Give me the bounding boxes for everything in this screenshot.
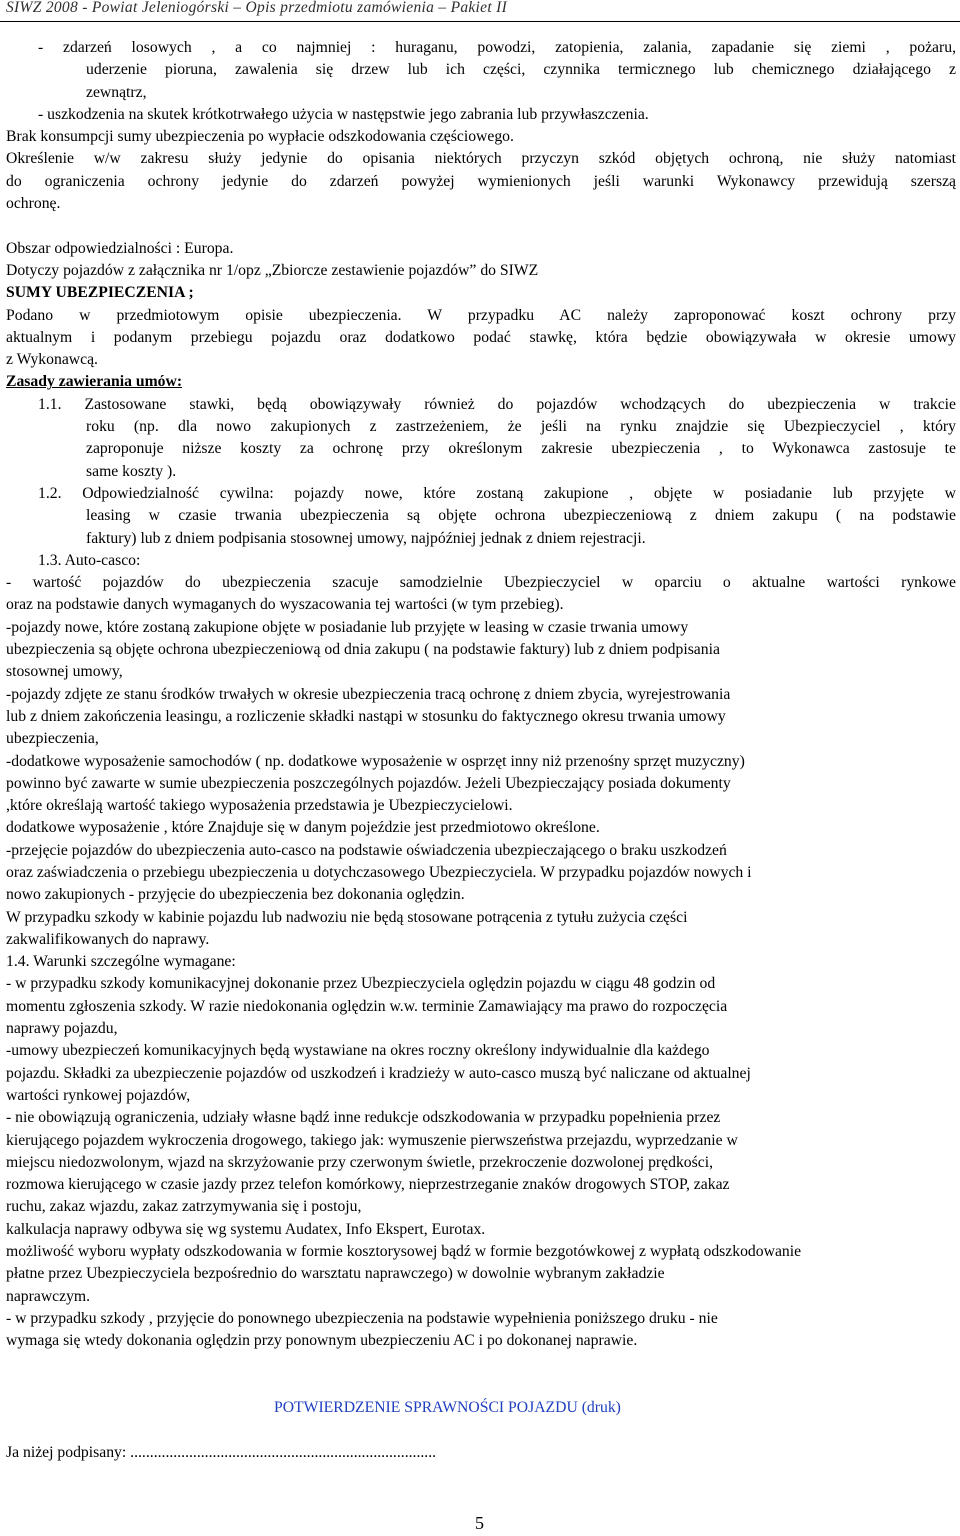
text-line: 1.1. Zastosowane stawki, będą obowiązywały również do pojazdów wchodzących do ubezpieczenia w trakcie xyxy=(38,395,956,413)
text-line: kierującego pojazdem wykroczenia drogowego, takiego jak: wymuszenie pierwszeństwa przejazdu, wyprzedzanie w xyxy=(6,1131,738,1149)
text-line: Podano w przedmiotowym opisie ubezpieczenia. W przypadku AC należy zaproponować koszt ochrony przy xyxy=(6,306,956,324)
text-line xyxy=(6,1375,956,1397)
text-line: 1.3. Auto-casco: xyxy=(38,551,141,569)
text-line: W przypadku szkody w kabinie pojazdu lub nadwoziu nie będą stosowane potrącenia z tytułu zużycia części xyxy=(6,908,688,926)
text-line: - uszkodzenia na skutek krótkotrwałego użycia w następstwie jego zabrania lub przywłaszczenia. xyxy=(38,105,649,123)
text-line: same koszty ). xyxy=(86,462,177,480)
text-line: Brak konsumpcji sumy ubezpieczenia po wypłacie odszkodowania częściowego. xyxy=(6,128,514,146)
text-line: SUMY UBEZPIECZENIA ; xyxy=(6,284,194,302)
text-line: - zdarzeń losowych , a co najmniej : huraganu, powodzi, zatopienia, zalania, zapadanie się ziemi , pożaru, xyxy=(38,39,956,56)
text-line: oraz zaświadczenia o przebiegu ubezpieczenia u dotychczasowego Ubezpieczyciela. W przypadku pojazdów nowych i xyxy=(6,863,752,881)
text-line: naprawy pojazdu, xyxy=(6,1020,118,1038)
text-line: powinno być zawarte w sumie ubezpieczenia poszczególnych pojazdów. Jeżeli Ubezpieczający posiada dokumenty xyxy=(6,774,731,792)
text-line: -umowy ubezpieczeń komunikacyjnych będą wystawiane na okres roczny określony indywidualnie dla każdego xyxy=(6,1042,710,1060)
text-line: faktury) lub z dniem podpisania stosownej umowy, najpóźniej jednak z dniem rejestracji. xyxy=(86,529,646,547)
text-line: zaproponuje niższe koszty za ochronę przy określonym zakresie ubezpieczenia , to Wykonawca zastosuje te xyxy=(86,440,956,458)
text-line: zewnątrz, xyxy=(86,83,147,101)
text-line: stosownej umowy, xyxy=(6,663,123,681)
text-line: naprawczym. xyxy=(6,1287,91,1305)
text-line: -przejęcie pojazdów do ubezpieczenia auto-casco na podstawie oświadczenia ubezpieczającego o braku uszkodzeń xyxy=(6,841,727,859)
text-line: - nie obowiązują ograniczenia, udziały własne bądź inne redukcje odszkodowania w przypadku popełnienia przez xyxy=(6,1109,721,1127)
document-body xyxy=(6,37,956,1464)
text-line: rozmowa kierującego w czasie jazdy przez telefon komórkowy, nieprzestrzeganie znaków drogowych STOP, zakaz xyxy=(6,1176,730,1194)
text-line: Określenie w/w zakresu służy jedynie do opisania niektórych przyczyn szkód objętych ochroną, nie służy natomiast xyxy=(6,150,956,168)
text-line: ochronę. xyxy=(6,195,61,213)
text-line: uderzenie pioruna, zawalenia się drzew lub ich części, czynnika termicznego lub chemicznego działającego z xyxy=(86,61,956,79)
text-line: -pojazdy nowe, które zostaną zakupione objęte w posiadanie lub przyjęte w leasing w czasie trwania umowy xyxy=(6,618,689,636)
text-line: momentu zgłoszenia szkody. W razie niedokonania oględzin w.w. terminie Zamawiający ma prawo do rozpoczęcia xyxy=(6,997,728,1015)
text-line: płatne przez Ubezpieczyciela bezpośrednio do warsztatu naprawczego) w dowolnie wybranym zakładzie xyxy=(6,1265,665,1283)
text-line: ubezpieczenia, xyxy=(6,730,99,748)
text-line: Ja niżej podpisany: .............................................................................. xyxy=(6,1443,437,1461)
text-line xyxy=(6,1353,956,1375)
text-line: - wartość pojazdów do ubezpieczenia szacuje samodzielnie Ubezpieczyciel w oparciu o aktualne wartości rynkowe xyxy=(6,574,956,592)
text-line xyxy=(6,1419,956,1441)
text-line: ubezpieczenia są objęte ochrona ubezpieczeniową od dnia zakupu ( na podstawie faktury) lub z dniem podpisania xyxy=(6,641,720,659)
text-line: oraz na podstawie danych wymaganych do wyszacowania tej wartości (w tym przebieg). xyxy=(6,596,564,614)
text-line: 1.2. Odpowiedzialność cywilna: pojazdy nowe, które zostaną zakupione , objęte w posiadanie lub przyjęte w xyxy=(38,484,956,502)
text-line: Dotyczy pojazdów z załącznika nr 1/opz „Zbiorcze zestawienie pojazdów” do SIWZ xyxy=(6,261,539,279)
text-line: do ograniczenia ochrony jedynie do zdarzeń powyżej wymienionych jeśli warunki Wykonawcy przewidują szerszą xyxy=(6,172,956,190)
text-line: - w przypadku szkody komunikacyjnej dokonanie przez Ubezpieczyciela oględzin pojazdu w ciągu 48 godzin od xyxy=(6,975,716,993)
document-header: SIWZ 2008 - Powiat Jeleniogórski – Opis przedmiotu zamówienia – Pakiet II xyxy=(6,0,508,16)
text-line: - w przypadku szkody , przyjęcie do ponownego ubezpieczenia na podstawie wypełnienia poniższego druku - nie xyxy=(6,1309,718,1327)
text-line: zakwalifikowanych do naprawy. xyxy=(6,930,210,948)
text-line: Obszar odpowiedzialności : Europa. xyxy=(6,239,234,257)
text-line xyxy=(6,215,956,237)
text-line: -dodatkowe wyposażenie samochodów ( np. dodatkowe wyposażenie w osprzęt inny niż przenośny sprzęt muzyczny) xyxy=(6,752,745,770)
text-line: POTWIERDZENIE SPRAWNOŚCI POJAZDU (druk) xyxy=(274,1399,621,1417)
page-number: 5 xyxy=(475,1513,484,1533)
text-line: Zasady zawierania umów: xyxy=(6,373,183,391)
header-divider xyxy=(0,21,960,22)
text-line: aktualnym i podanym przebiegu pojazdu oraz dodatkowo podać stawkę, która będzie obowiązywała w okresie umowy xyxy=(6,328,956,346)
text-line: ruchu, zakaz wjazdu, zakaz zatrzymywania się i postoju, xyxy=(6,1198,362,1216)
text-line: ,które określają wartość takiego wyposażenia przedstawia je Ubezpieczycielowi. xyxy=(6,797,513,815)
text-line: pojazdu. Składki za ubezpieczenie pojazdów od uszkodzeń i kradzieży w auto-casco muszą być naliczane od aktualnej xyxy=(6,1064,751,1082)
text-line: roku (np. dla nowo zakupionych z zastrzeżeniem, że jeśli na rynku znajdzie się Ubezpieczyciel , który xyxy=(86,418,956,436)
text-line: lub z dniem zakończenia leasingu, a rozliczenie składki nastąpi w stosunku do faktycznego okresu trwania umowy xyxy=(6,707,726,725)
text-line: -pojazdy zdjęte ze stanu środków trwałych w okresie ubezpieczenia tracą ochronę z dniem zbycia, wyrejestrowania xyxy=(6,685,731,703)
text-line: dodatkowe wyposażenie , które Znajduje się w danym pojeździe jest przedmiotowo określone. xyxy=(6,819,600,837)
text-line: z Wykonawcą. xyxy=(6,351,98,369)
text-line: nowo zakupionych - przyjęcie do ubezpieczenia bez dokonania oględzin. xyxy=(6,886,465,904)
text-line: miejscu niedozwolonym, wjazd na skrzyżowanie przy czerwonym świetle, przekroczenie dozwolonej prędkości, xyxy=(6,1153,713,1171)
text-line: wartości rynkowej pojazdów, xyxy=(6,1086,191,1104)
text-line: leasing w czasie trwania ubezpieczenia są objęte ochrona ubezpieczeniową z dniem zakupu ( na podstawie xyxy=(86,507,956,525)
text-line: kalkulacja naprawy odbywa się wg systemu Audatex, Info Ekspert, Eurotax. xyxy=(6,1220,486,1238)
text-line: możliwość wyboru wypłaty odszkodowania w formie kosztorysowej bądź w formie bezgotówkowej z wypłatą odszkodowanie xyxy=(6,1243,802,1261)
text-line: wymaga się wtedy dokonania oględzin przy ponownym ubezpieczeniu AC i po dokonanej naprawie. xyxy=(6,1332,638,1350)
text-line: 1.4. Warunki szczególne wymagane: xyxy=(6,953,236,971)
